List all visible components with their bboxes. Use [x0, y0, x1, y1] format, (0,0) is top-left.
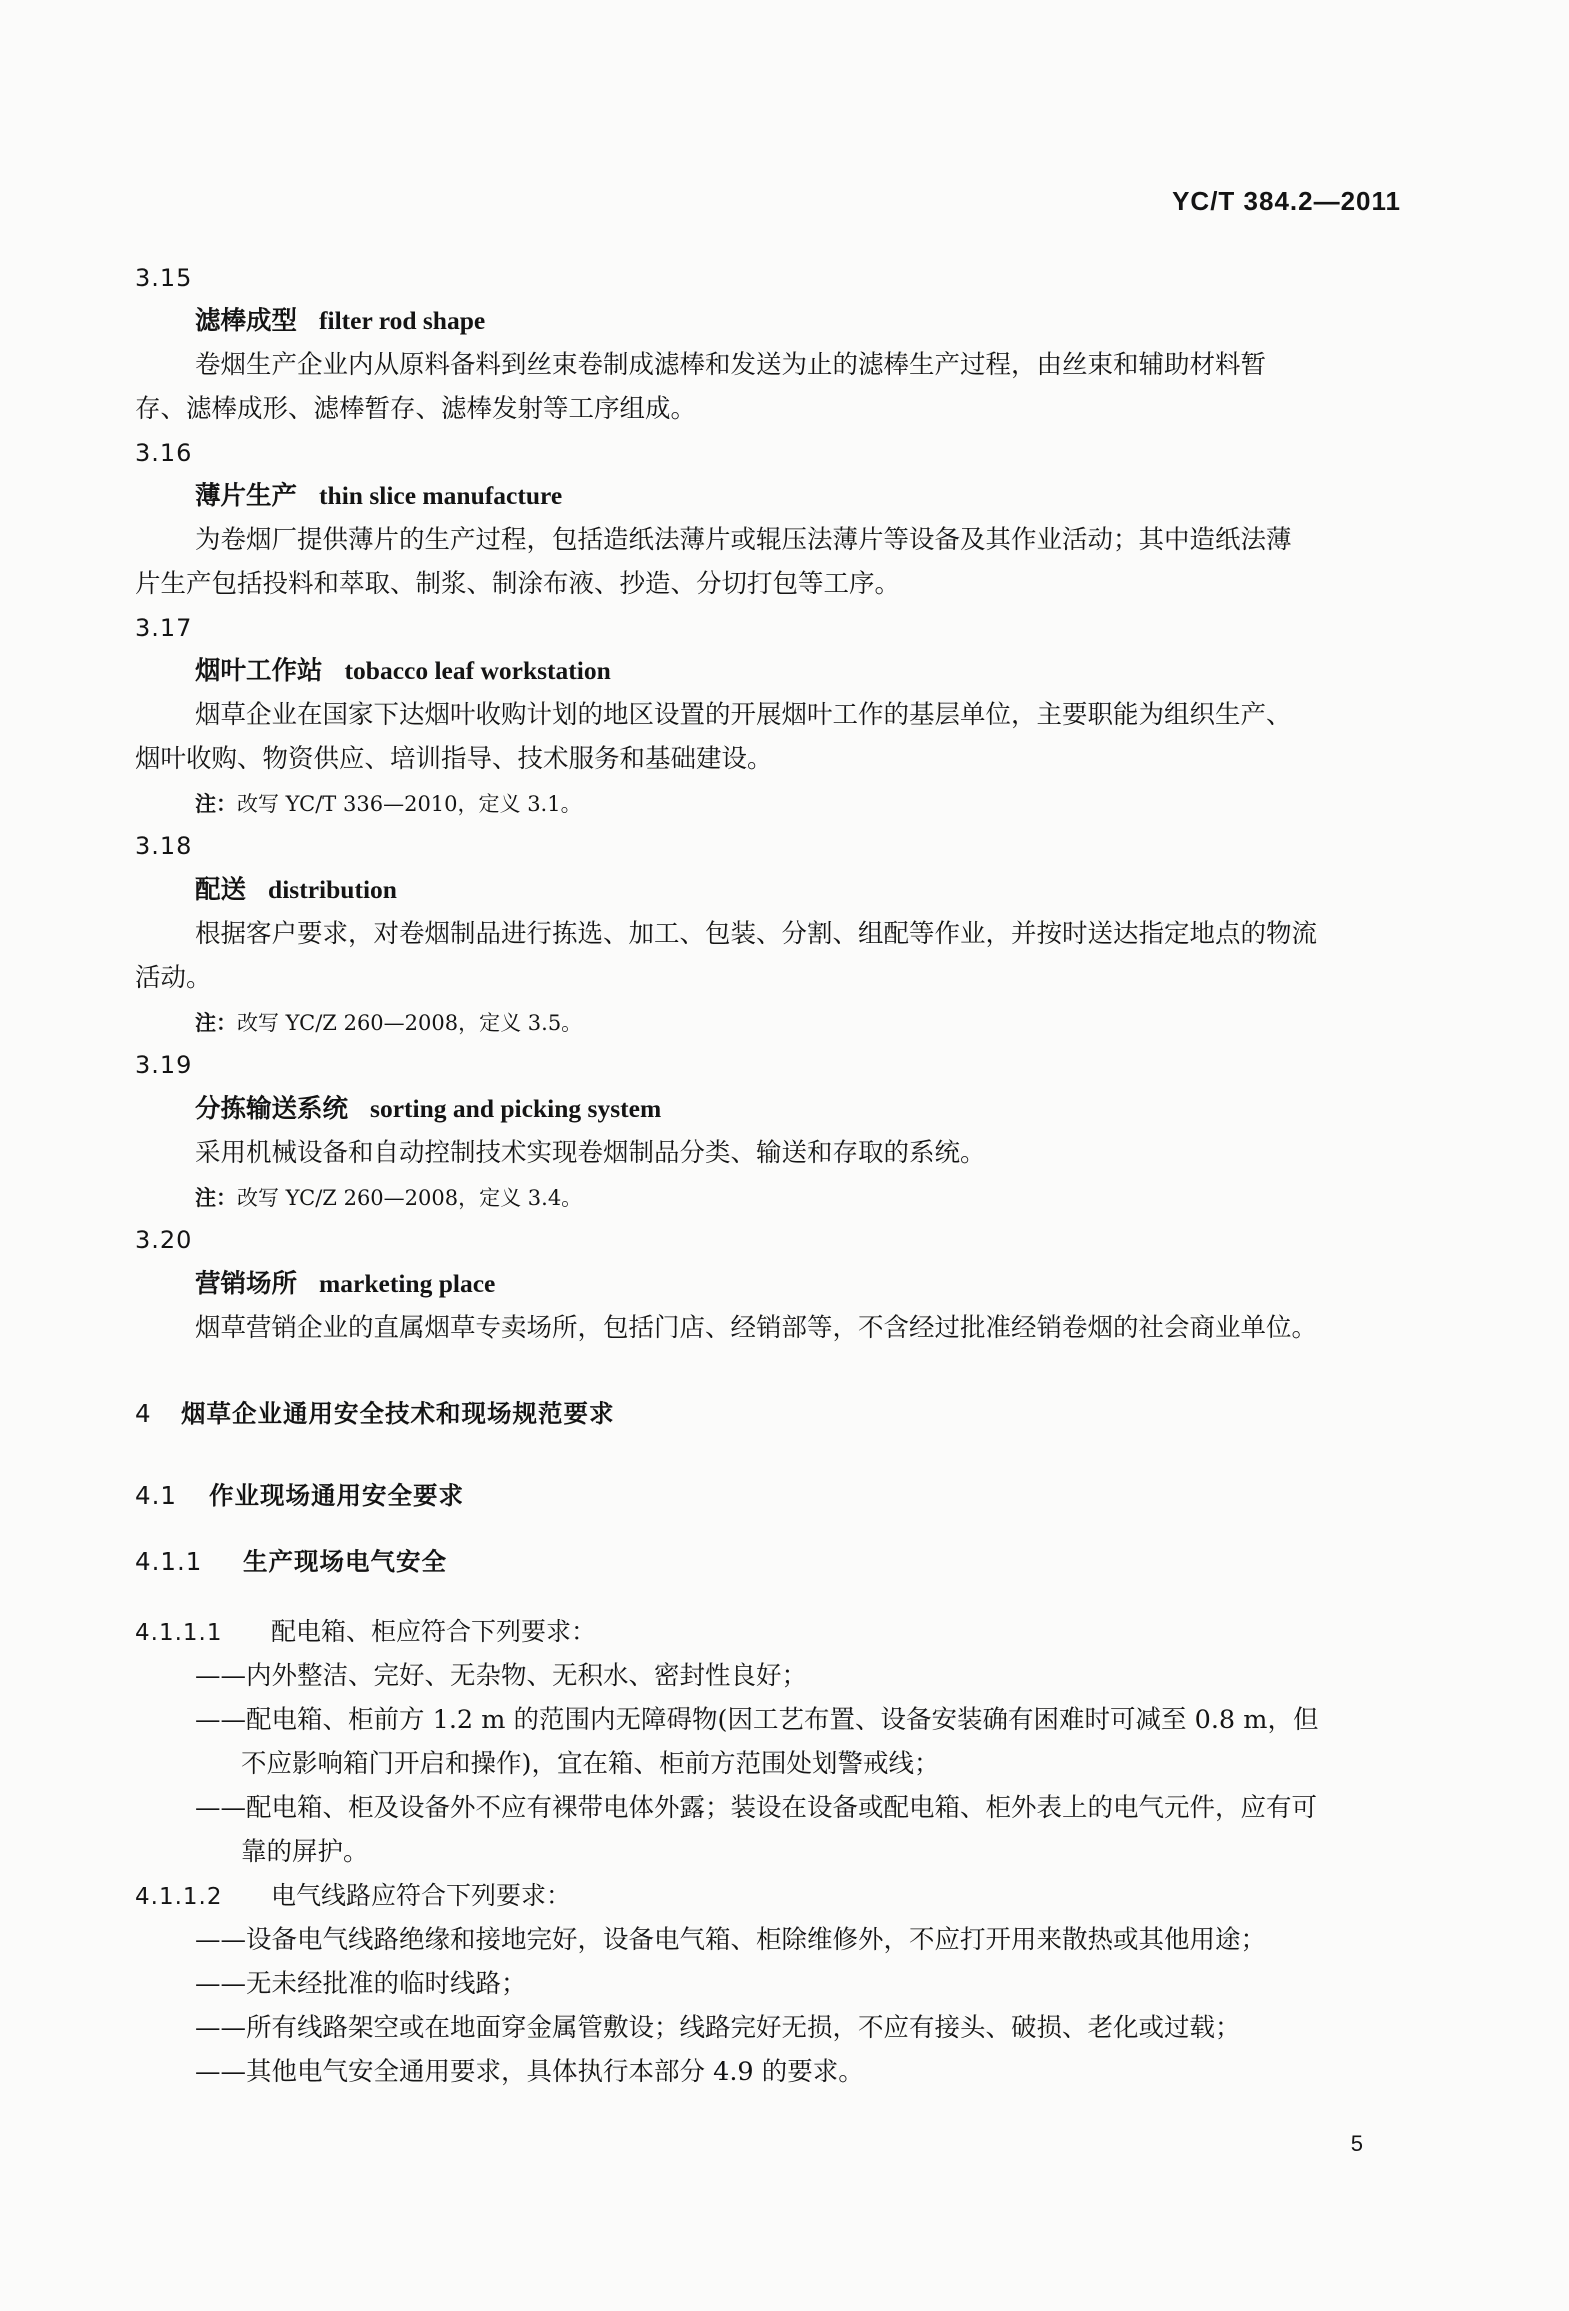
item-title: 配电箱、柜应符合下列要求： — [271, 1617, 597, 1646]
term-heading — [195, 1268, 495, 1300]
list-item-continuation: 不应影响箱门开启和操作)，宜在箱、柜前方范围处划警戒线； — [241, 1749, 940, 1779]
term-en: thin slice manufacture — [319, 481, 563, 510]
section-number: 4 — [135, 1399, 152, 1428]
term-en: tobacco leaf workstation — [344, 656, 611, 685]
list-item: ——无未经批准的临时线路； — [195, 1969, 527, 1999]
term-en: filter rod shape — [319, 306, 486, 335]
clause-item — [135, 1880, 571, 1913]
subsection-heading — [135, 1480, 464, 1512]
note-text: 改写 YC/T 336—2010，定义 3.1。 — [237, 792, 582, 816]
term-zh: 滤棒成型 — [195, 306, 298, 336]
term-en: marketing place — [319, 1269, 496, 1298]
note-label: 注： — [195, 791, 237, 816]
definition-text: 卷烟生产企业内从原料备料到丝束卷制成滤棒和发送为止的滤棒生产过程，由丝束和辅助材料暂 — [195, 350, 1267, 380]
section-title: 生产现场电气安全 — [243, 1547, 447, 1576]
note-label: 注： — [195, 1185, 237, 1210]
item-number: 4.1.1.2 — [135, 1884, 223, 1910]
section-title: 作业现场通用安全要求 — [209, 1481, 464, 1510]
section-title: 烟草企业通用安全技术和现场规范要求 — [181, 1399, 615, 1428]
standard-number: YC/T 384.2—2011 — [1172, 186, 1401, 216]
term-heading — [195, 655, 611, 687]
definition-text: 为卷烟厂提供薄片的生产过程，包括造纸法薄片或辊压法薄片等设备及其作业活动；其中造纸法薄 — [195, 525, 1292, 555]
term-zh: 配送 — [195, 875, 247, 905]
list-item: ——设备电气线路绝缘和接地完好，设备电气箱、柜除维修外，不应打开用来散热或其他用途； — [195, 1925, 1267, 1955]
note-label: 注： — [195, 1010, 237, 1035]
definition-text: 根据客户要求，对卷烟制品进行拣选、加工、包装、分割、组配等作业，并按时送达指定地点的物流 — [195, 919, 1318, 949]
term-zh: 分拣输送系统 — [195, 1094, 349, 1124]
definition-text: 活动。 — [135, 963, 212, 993]
section-number: 4.1.1 — [135, 1547, 203, 1576]
note — [195, 1182, 582, 1214]
note-text: 改写 YC/Z 260—2008，定义 3.5。 — [237, 1011, 583, 1035]
clause-number: 3.16 — [135, 439, 193, 467]
clause-number: 3.19 — [135, 1051, 193, 1079]
term-en: distribution — [268, 875, 397, 904]
item-number: 4.1.1.1 — [135, 1620, 223, 1646]
note — [195, 1007, 582, 1039]
term-zh: 薄片生产 — [195, 481, 298, 511]
term-en: sorting and picking system — [370, 1094, 662, 1123]
clause-number: 3.15 — [135, 264, 193, 292]
page-number: 5 — [1350, 2131, 1363, 2156]
definition-text: 存、滤棒成形、滤棒暂存、滤棒发射等工序组成。 — [135, 394, 697, 424]
definition-text: 烟草营销企业的直属烟草专卖场所，包括门店、经销部等，不含经过批准经销卷烟的社会商业单位。 — [195, 1313, 1318, 1343]
list-item: ——所有线路架空或在地面穿金属管敷设；线路完好无损，不应有接头、破损、老化或过载； — [195, 2013, 1241, 2043]
term-heading — [195, 480, 562, 512]
definition-text: 烟草企业在国家下达烟叶收购计划的地区设置的开展烟叶工作的基层单位，主要职能为组织生产、 — [195, 700, 1292, 730]
clause-number: 3.18 — [135, 832, 193, 860]
item-title: 电气线路应符合下列要求： — [271, 1881, 572, 1910]
definition-text: 烟叶收购、物资供应、培训指导、技术服务和基础建设。 — [135, 744, 773, 774]
definition-text: 片生产包括投料和萃取、制浆、制涂布液、抄造、分切打包等工序。 — [135, 569, 901, 599]
clause-number: 3.20 — [135, 1226, 193, 1254]
term-heading — [195, 1093, 661, 1125]
clause-item — [135, 1616, 596, 1649]
list-item: ——其他电气安全通用要求，具体执行本部分 4.9 的要求。 — [195, 2057, 864, 2087]
term-heading — [195, 305, 485, 337]
list-item: ——内外整洁、完好、无杂物、无积水、密封性良好； — [195, 1661, 808, 1691]
list-item: ——配电箱、柜及设备外不应有裸带电体外露；装设在设备或配电箱、柜外表上的电气元件，应有可 — [195, 1793, 1318, 1823]
list-item-continuation: 靠的屏护。 — [241, 1837, 369, 1867]
note — [195, 788, 582, 820]
section-number: 4.1 — [135, 1481, 177, 1510]
clause-number: 3.17 — [135, 614, 193, 642]
term-zh: 营销场所 — [195, 1269, 298, 1299]
section-heading — [135, 1398, 615, 1430]
list-item: ——配电箱、柜前方 1.2 m 的范围内无障碍物(因工艺布置、设备安装确有困难时可减至 0.8 m，但 — [195, 1705, 1319, 1735]
note-text: 改写 YC/Z 260—2008，定义 3.4。 — [237, 1186, 583, 1210]
definition-text: 采用机械设备和自动控制技术实现卷烟制品分类、输送和存取的系统。 — [195, 1138, 986, 1168]
subsubsection-heading — [135, 1546, 447, 1578]
term-heading — [195, 874, 397, 906]
term-zh: 烟叶工作站 — [195, 656, 323, 686]
